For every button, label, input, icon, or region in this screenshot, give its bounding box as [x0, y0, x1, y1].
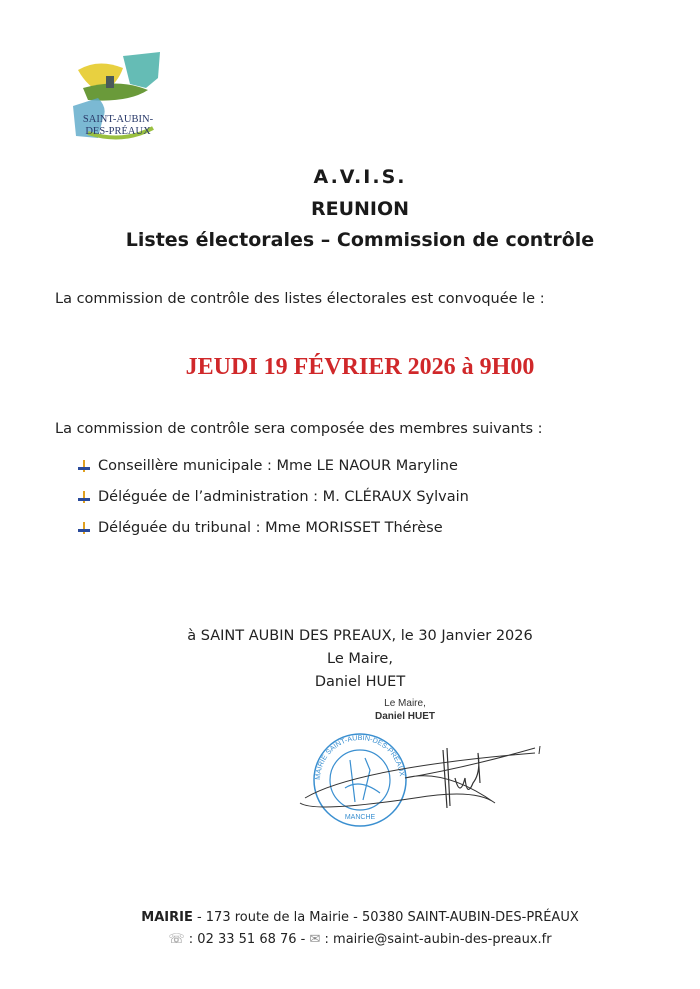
bullet-icon — [78, 522, 90, 534]
signer-role: Le Maire, — [327, 651, 393, 667]
logo-line2: DES-PRÉAUX — [85, 126, 151, 137]
logo-line1: SAINT-AUBIN- — [82, 114, 154, 125]
notice-subtitle: REUNION — [310, 198, 410, 220]
phone-icon: ☏ — [168, 932, 185, 947]
footer-mairie-label: MAIRIE — [141, 910, 193, 925]
member-text: Déléguée de l’administration : M. CLÉRAUX Sylvain — [98, 488, 469, 505]
stamp-bottom-text: MANCHE — [344, 814, 376, 821]
stamp-name: Daniel HUET — [374, 711, 435, 722]
member-text: Déléguée du tribunal : Mme MORISSET Thérèse — [98, 519, 443, 536]
place-date: à SAINT AUBIN DES PREAUX, le 30 Janvier 2026 — [187, 628, 533, 644]
members-list — [78, 450, 469, 543]
stamp-role: Le Maire, — [384, 698, 426, 709]
bullet-icon — [78, 460, 90, 472]
bullet-icon — [78, 491, 90, 503]
notice-topic: Listes électorales – Commission de contrôle — [125, 229, 595, 251]
footer-email[interactable]: : mairie@saint-aubin-des-preaux.fr — [320, 932, 552, 947]
composition-intro: La commission de contrôle sera composée des membres suivants : — [55, 421, 543, 437]
meeting-date: JEUDI 19 FÉVRIER 2026 à 9H00 — [185, 354, 535, 380]
stamp-ring-text: MAIRIE SAINT-AUBIN-DES-PREAUX — [314, 734, 405, 781]
stamp-and-signature — [295, 698, 550, 838]
list-item — [78, 450, 469, 481]
signer-name: Daniel HUET — [314, 674, 406, 690]
footer-address — [0, 910, 700, 925]
footer-phone: : 02 33 51 68 76 - — [184, 932, 310, 947]
member-text: Conseillère municipale : Mme LE NAOUR Maryline — [98, 457, 458, 474]
municipality-logo — [68, 48, 168, 144]
list-item — [78, 512, 469, 543]
footer-contact — [0, 932, 700, 947]
notice-title: A.V.I.S. — [313, 166, 407, 188]
mail-icon: ✉ — [309, 932, 321, 947]
list-item — [78, 481, 469, 512]
intro-text: La commission de contrôle des listes électorales est convoquée le : — [55, 291, 545, 307]
footer-address-text: - 173 route de la Mairie - 50380 SAINT-AUBIN-DES-PRÉAUX — [192, 910, 579, 925]
